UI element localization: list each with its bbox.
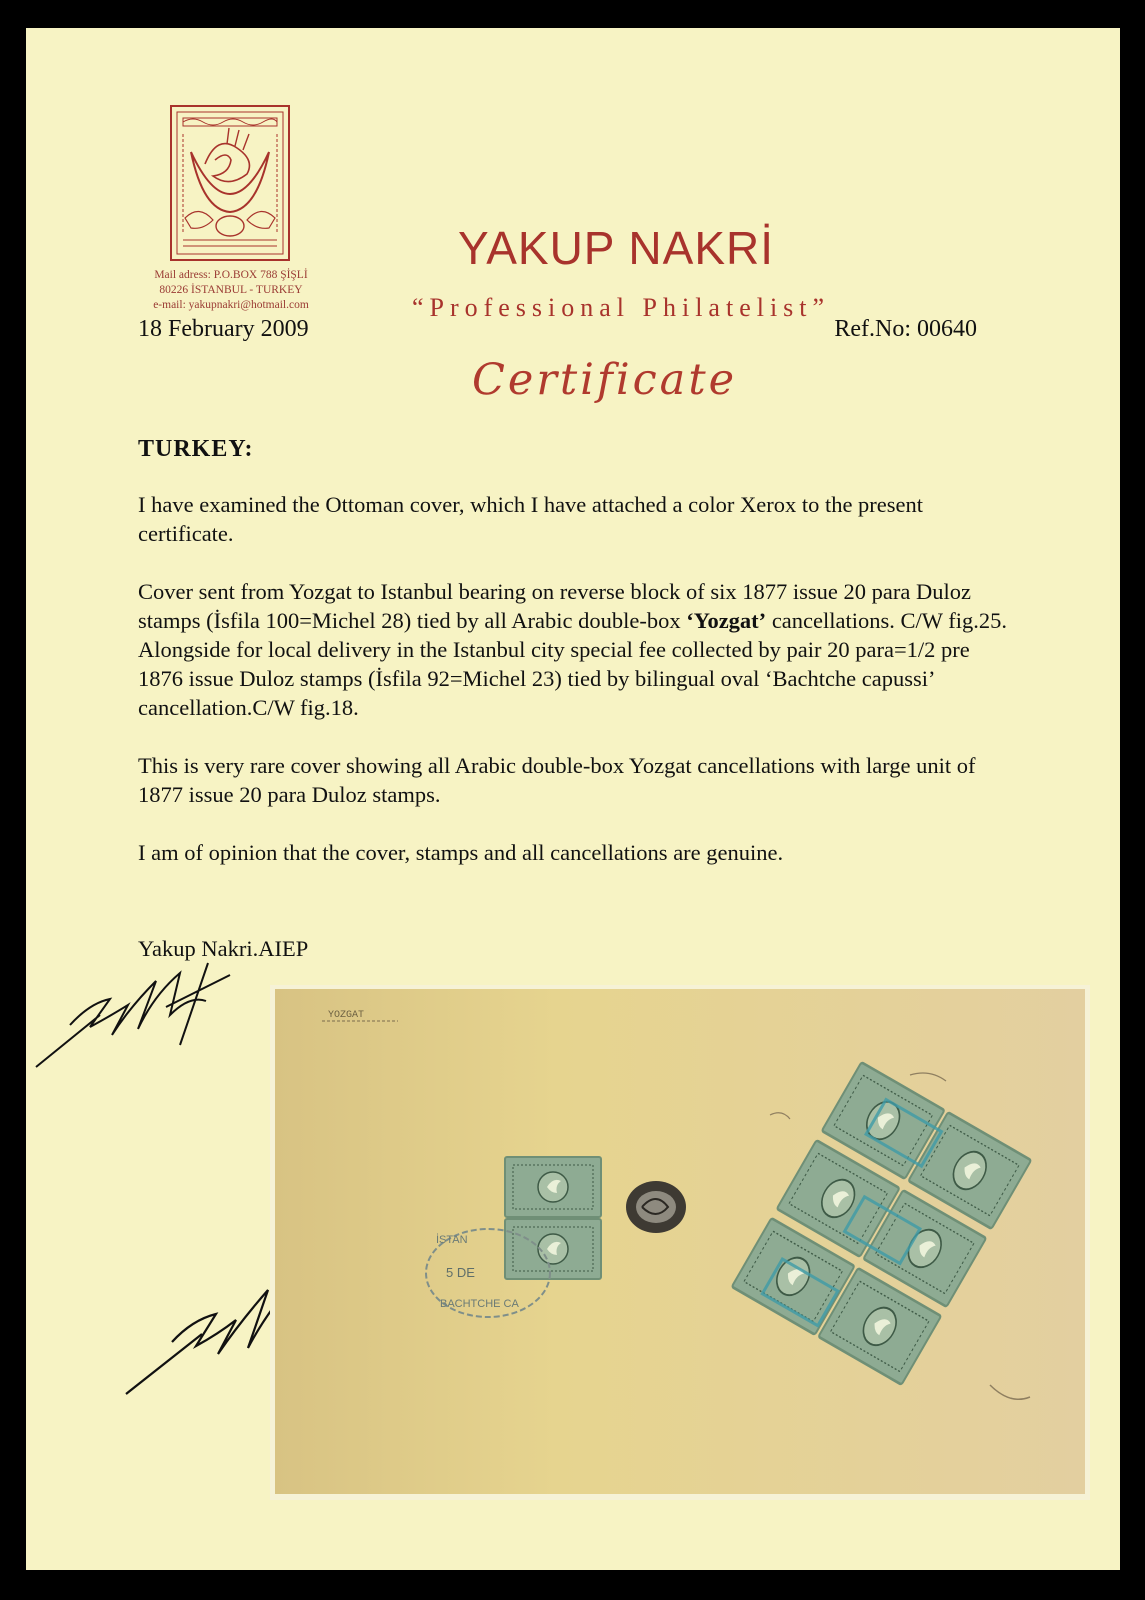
yozgat-emphasis: ‘Yozgat’ xyxy=(686,608,767,633)
postmark-top: İSTAN xyxy=(436,1234,468,1246)
paragraph-rarity: This is very rare cover showing all Arabic double-box Yozgat cancellations with large unit of 1877 issue 20 para Duloz stamps. xyxy=(138,753,976,807)
reference-number: Ref.No: 00640 xyxy=(834,316,977,342)
paragraph-opinion: I am of opinion that the cover, stamps and all cancellations are genuine. xyxy=(138,840,784,865)
cover-xerox-image xyxy=(270,985,1090,1500)
postmark-date: 5 DE xyxy=(446,1265,475,1280)
postmark-bottom: BACHTCHE CA xyxy=(440,1298,519,1310)
address-line-po: Mail adress: P.O.BOX 788 ŞİŞLİ xyxy=(154,269,308,281)
address-line-city: 80226 İSTANBUL - TURKEY xyxy=(159,284,303,296)
brand-tagline: “Professional Philatelist” xyxy=(411,293,831,322)
stamp-pair-upper xyxy=(505,1157,601,1217)
address-line-email: e-mail: yakupnakri@hotmail.com xyxy=(153,299,309,311)
country-heading: TURKEY: xyxy=(138,436,254,462)
mail-address xyxy=(126,268,336,313)
certificate-body xyxy=(138,490,1018,867)
signer-name: Yakup Nakri.AIEP xyxy=(138,936,309,961)
cover-label: YOZGAT xyxy=(328,1010,365,1021)
paragraph-local-delivery: Alongside for local delivery in the Istanbul city special fee collected by pair 20 para=1/2 pre 1876 issue Duloz stamps (İsfila 92=Michel 23) tied by bilingual oval ‘Bachtche capussi’ cancellation.C/W fig.18. xyxy=(138,637,970,720)
ottoman-stamp-logo xyxy=(169,104,291,262)
paragraph-cover-description xyxy=(138,577,1018,635)
paragraph-cover-text: Cover sent from Yozgat to Istanbul bearing on reverse block of six 1877 issue 20 para Duloz stamps (İsfila 100=Michel 28) tied by all Arabic double-box xyxy=(138,579,971,633)
signature-upper xyxy=(30,955,240,1075)
stamp-pair-lower xyxy=(505,1219,601,1279)
wax-seal xyxy=(626,1181,686,1233)
paragraph-cover-tail: cancellations. C/W fig.25. xyxy=(766,608,1007,633)
brand-name: YAKUP NAKRİ xyxy=(457,222,775,274)
certificate-title: Certificate xyxy=(472,355,738,405)
paragraph-examined: I have examined the Ottoman cover, which I have attached a color Xerox to the present certificate. xyxy=(138,492,924,546)
stamp-pair-1876 xyxy=(505,1157,601,1279)
certificate-date: 18 February 2009 xyxy=(138,316,309,342)
